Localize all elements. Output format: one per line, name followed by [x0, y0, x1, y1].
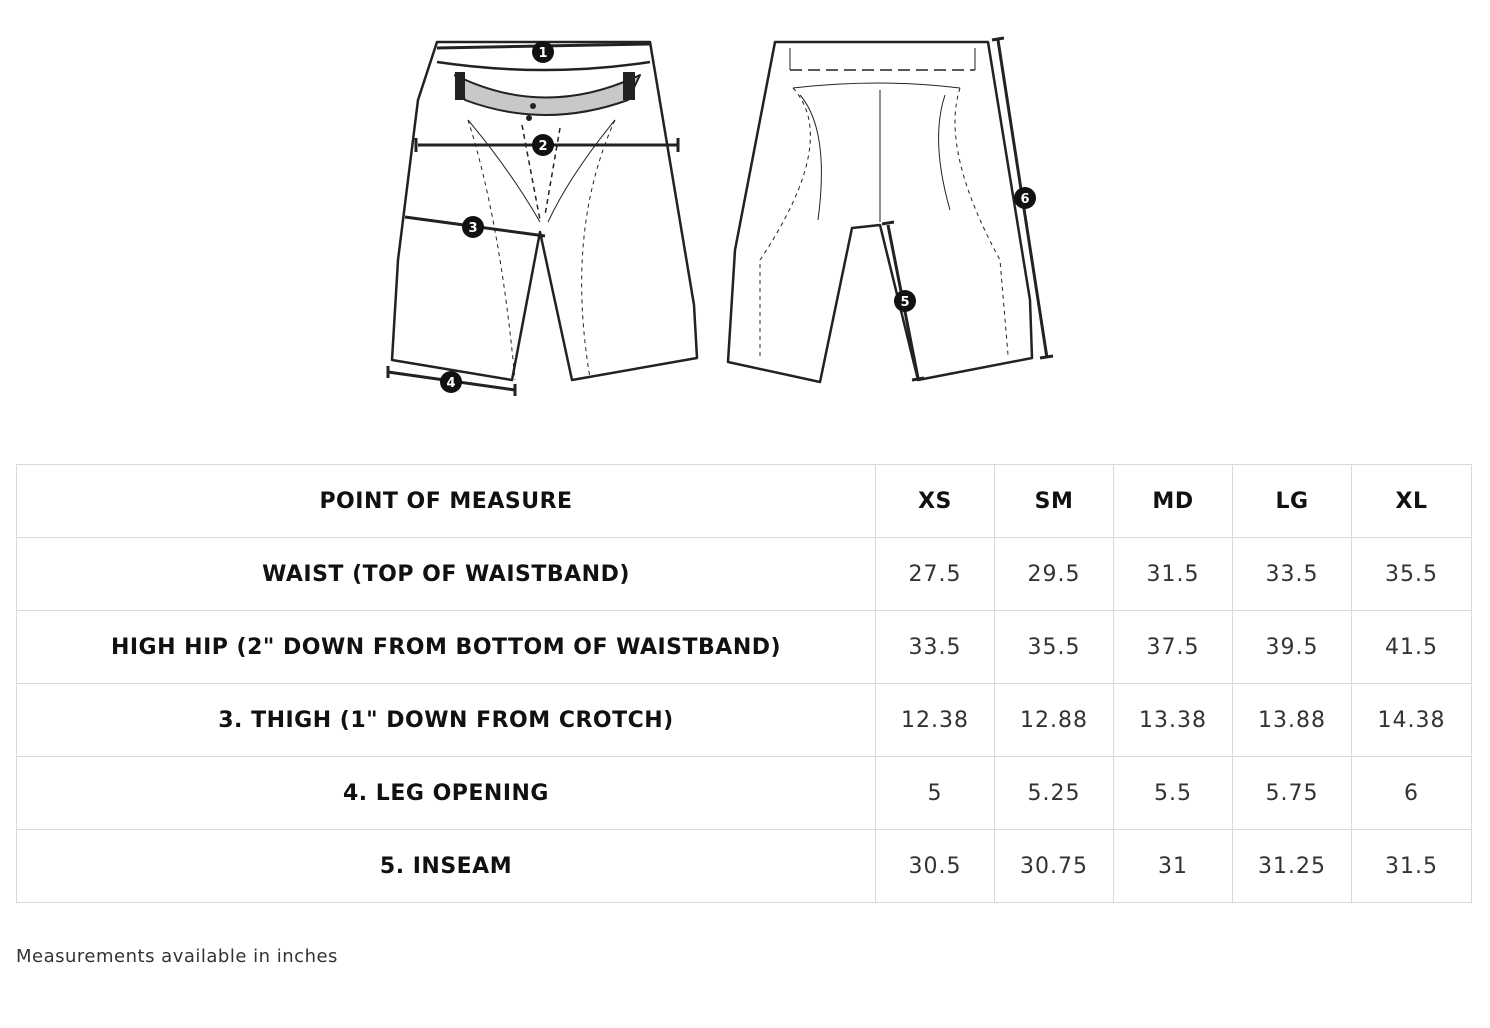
row-label-thigh: 3. THIGH (1" DOWN FROM CROTCH) [17, 684, 876, 757]
table-cell: 37.5 [1114, 611, 1233, 684]
table-cell: 12.88 [995, 684, 1114, 757]
header-point-of-measure: POINT OF MEASURE [17, 465, 876, 538]
measurement-unit-note: Measurements available in inches [16, 946, 338, 967]
header-size-sm: SM [995, 465, 1114, 538]
table-cell: 13.38 [1114, 684, 1233, 757]
callout-3: 3 [468, 221, 478, 236]
table-cell: 41.5 [1352, 611, 1472, 684]
header-size-md: MD [1114, 465, 1233, 538]
table-cell: 6 [1352, 757, 1472, 830]
table-row [17, 538, 1472, 611]
shorts-front-view [388, 42, 697, 396]
table-row [17, 684, 1472, 757]
table-cell: 30.5 [876, 830, 995, 903]
row-label-leg-opening: 4. LEG OPENING [17, 757, 876, 830]
header-size-xl: XL [1352, 465, 1472, 538]
shorts-measurement-diagram [0, 0, 1490, 440]
table-cell: 5.5 [1114, 757, 1233, 830]
table-cell: 39.5 [1233, 611, 1352, 684]
table-cell: 12.38 [876, 684, 995, 757]
table-row [17, 757, 1472, 830]
callout-2: 2 [538, 139, 548, 154]
table-header-row [17, 465, 1472, 538]
header-size-lg: LG [1233, 465, 1352, 538]
callout-4: 4 [446, 376, 456, 391]
size-chart-table [16, 464, 1472, 903]
row-label-waist: WAIST (TOP OF WAISTBAND) [17, 538, 876, 611]
table-cell: 33.5 [1233, 538, 1352, 611]
table-cell: 5.25 [995, 757, 1114, 830]
table-cell: 35.5 [995, 611, 1114, 684]
row-label-inseam: 5. INSEAM [17, 830, 876, 903]
table-cell: 31 [1114, 830, 1233, 903]
shorts-back-view [728, 38, 1053, 382]
table-cell: 30.75 [995, 830, 1114, 903]
table-row [17, 830, 1472, 903]
callout-6: 6 [1020, 192, 1030, 207]
table-cell: 33.5 [876, 611, 995, 684]
callout-1: 1 [538, 46, 548, 61]
callout-5: 5 [900, 295, 910, 310]
header-size-xs: XS [876, 465, 995, 538]
table-cell: 27.5 [876, 538, 995, 611]
table-cell: 29.5 [995, 538, 1114, 611]
table-cell: 14.38 [1352, 684, 1472, 757]
table-cell: 31.5 [1114, 538, 1233, 611]
table-row [17, 611, 1472, 684]
table-cell: 35.5 [1352, 538, 1472, 611]
table-cell: 31.5 [1352, 830, 1472, 903]
row-label-high-hip: HIGH HIP (2" DOWN FROM BOTTOM OF WAISTBAND) [17, 611, 876, 684]
table-cell: 31.25 [1233, 830, 1352, 903]
table-cell: 5 [876, 757, 995, 830]
table-cell: 13.88 [1233, 684, 1352, 757]
shorts-diagram-svg [0, 0, 1490, 440]
table-cell: 5.75 [1233, 757, 1352, 830]
